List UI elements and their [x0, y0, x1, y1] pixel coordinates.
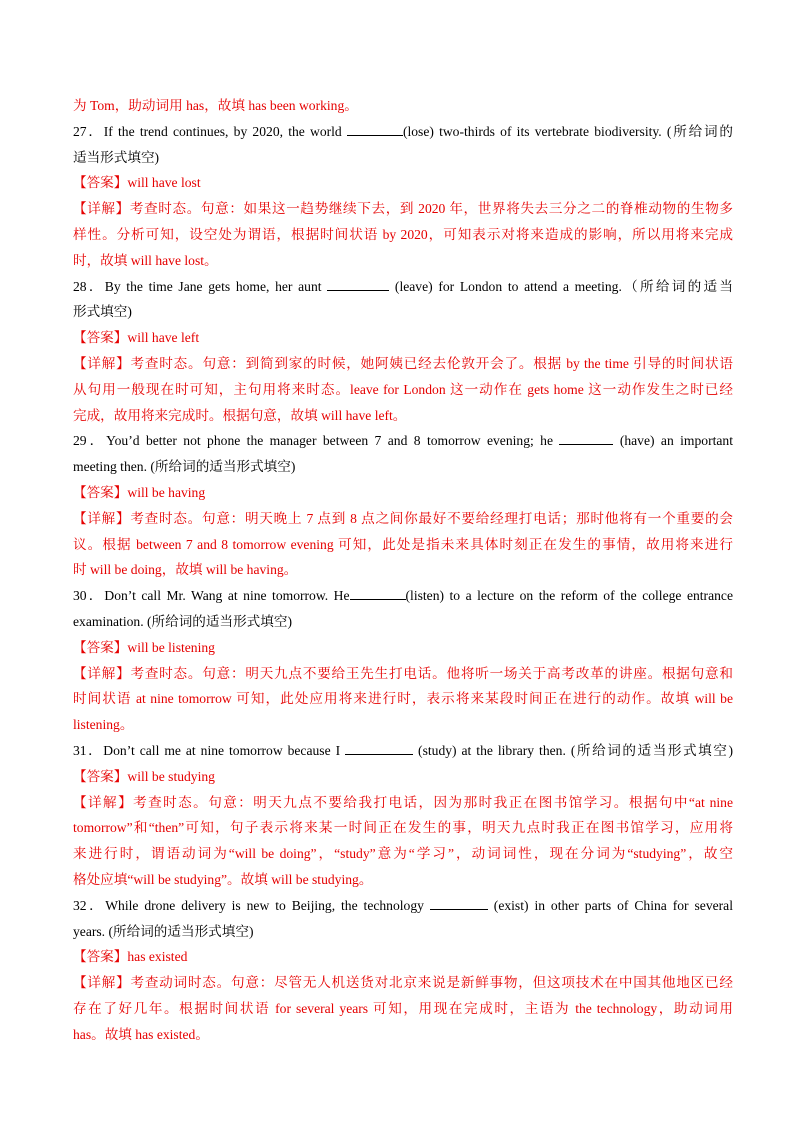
answer-blank[interactable]: [347, 120, 403, 136]
answer-line: 【答案】has existed: [73, 949, 188, 965]
detail-line: 时，故填 will have lost。: [73, 252, 218, 268]
question-text: meeting then. (所给词的适当形式填空): [73, 459, 296, 475]
question-27: [73, 119, 733, 274]
question-31: [73, 738, 733, 893]
detail-line: 时间状语 at nine tomorrow 可知，此处应用将来进行时，表示将来某段时间正在进行的动作。故填 will be: [73, 691, 733, 707]
answer-blank[interactable]: [345, 739, 413, 755]
detail-line: 【详解】考查时态。句意：明天九点不要给王先生打电话。他将听一场关于高考改革的讲座。根据句意和: [73, 665, 733, 681]
question-29: [73, 428, 733, 583]
question-32: [73, 893, 733, 1048]
detail-line: 存在了好几年。根据时间状语 for several years 可知，用现在完成时，主语为 the technology，助动词用: [73, 1000, 733, 1016]
answer-blank[interactable]: [327, 275, 389, 291]
question-text: 28．By the time Jane gets home, her aunt (leave) for London to attend a meeting.（所给词的适当: [73, 274, 733, 300]
question-text: 适当形式填空): [73, 149, 160, 165]
question-28: [73, 274, 733, 429]
detail-line: 【详解】考查时态。句意：到简到家的时候，她阿姨已经去伦敦开会了。根据 by the time 引导的时间状语: [73, 355, 733, 371]
answer-line: 【答案】will be having: [73, 484, 206, 500]
answer-blank[interactable]: [430, 894, 488, 910]
detail-line: 完成，故用将来完成时。根据句意，故填 will have left。: [73, 407, 407, 423]
question-text: 30．Don’t call Mr. Wang at nine tomorrow. He (listen) to a lecture on the reform of the college entrance: [73, 583, 733, 609]
detail-line: 来进行时，谓语动词为“will be doing”，“study”意为“学习”，动词词性，现在分词为“studying”，故空: [73, 846, 733, 862]
answer-line: 【答案】will have lost: [73, 175, 201, 191]
question-text: 31．Don’t call me at nine tomorrow because I (study) at the library then. (所给词的适当形式填空): [73, 738, 733, 764]
question-text: examination. (所给词的适当形式填空): [73, 613, 292, 629]
detail-line: 格处应填“will be studying”。故填 will be studying。: [73, 871, 373, 887]
answer-blank[interactable]: [350, 584, 406, 600]
intro-line: 为 Tom，助动词用 has，故填 has been working。: [73, 98, 358, 113]
detail-line: 【详解】考查动词时态。句意：尽管无人机送货对北京来说是新鲜事物，但这项技术在中国其他地区已经: [73, 975, 733, 991]
detail-line: 时 will be doing，故填 will be having。: [73, 562, 298, 578]
detail-line: 议。根据 between 7 and 8 tomorrow evening 可知，此处是指未来具体时刻正在发生的事情，故用将来进行: [73, 536, 733, 552]
detail-line: listening。: [73, 717, 134, 733]
detail-line: tomorrow”和“then”可知，句子表示将来某一时间正在发生的事，明天九点时我正在图书馆学习，应用将: [73, 820, 733, 836]
detail-line: 样性。分析可知，设空处为谓语，根据时间状语 by 2020，可知表示对将来造成的影响，所以用将来完成: [73, 226, 733, 242]
detail-line: 【详解】考查时态。句意：如果这一趋势继续下去，到 2020 年，世界将失去三分之二的脊椎动物的生物多: [73, 201, 733, 217]
question-text: 32．While drone delivery is new to Beijing, the technology (exist) in other parts of China for several: [73, 893, 733, 919]
detail-line: 【详解】考查时态。句意：明天晚上 7 点到 8 点之间你最好不要给经理打电话；那时他将有一个重要的会: [73, 510, 733, 526]
answer-blank[interactable]: [559, 429, 613, 445]
answer-line: 【答案】will be listening: [73, 639, 215, 655]
answer-line: 【答案】will be studying: [73, 768, 215, 784]
answer-line: 【答案】will have left: [73, 330, 200, 346]
question-text: 形式填空): [73, 304, 132, 320]
detail-line: 【详解】考查时态。句意：明天九点不要给我打电话，因为那时我正在图书馆学习。根据句中“at nine: [73, 794, 733, 810]
detail-line: has。故填 has existed。: [73, 1026, 209, 1042]
detail-line: 从句用一般现在时可知，主句用将来时态。leave for London 这一动作在 gets home 这一动作发生之时已经: [73, 381, 733, 397]
document-page: [73, 93, 733, 1047]
question-text: 27．If the trend continues, by 2020, the world (lose) two-thirds of its vertebrate biodiversity. (所给词的: [73, 119, 733, 145]
question-text: years. (所给词的适当形式填空): [73, 923, 254, 939]
question-text: 29．You’d better not phone the manager between 7 and 8 tomorrow evening; he (have) an important: [73, 428, 733, 454]
question-30: [73, 583, 733, 738]
